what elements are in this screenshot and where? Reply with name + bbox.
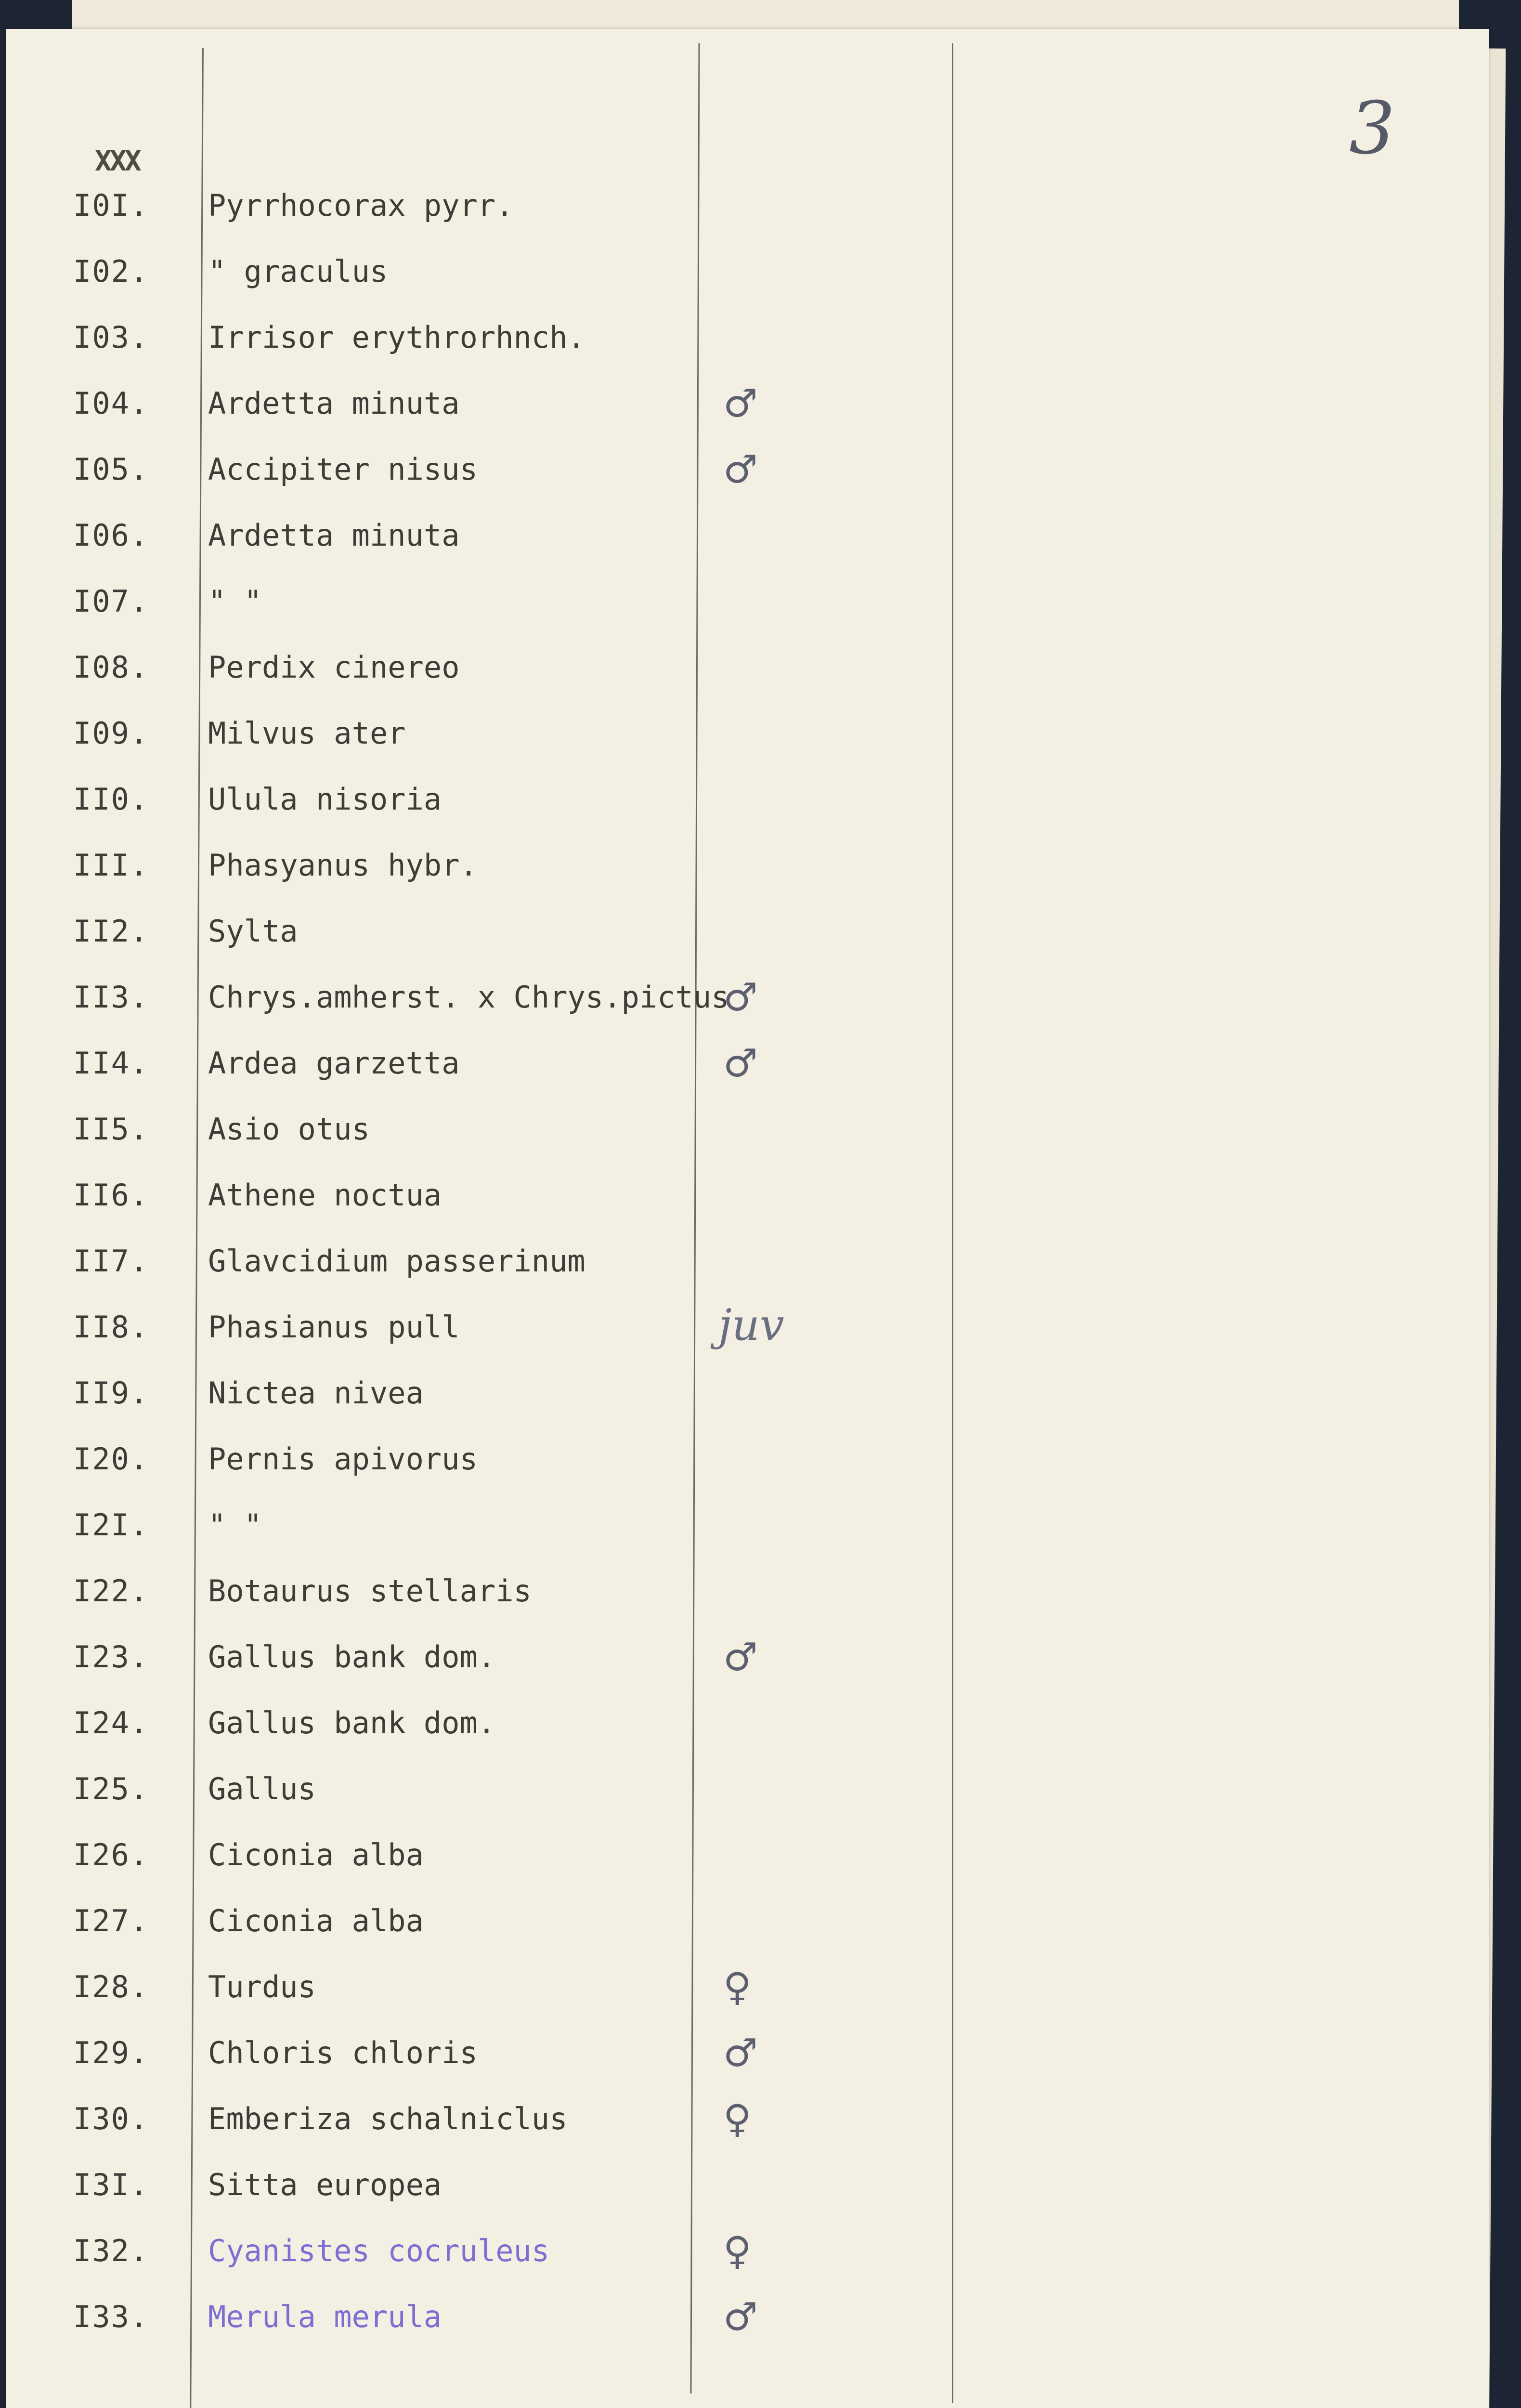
entry-number: I22. [73, 1573, 149, 1609]
species-name: Glavcidium passerinum [208, 1243, 585, 1279]
entry-number: I27. [73, 1903, 149, 1938]
species-name: Turdus [208, 1969, 316, 2004]
entry-number: I02. [73, 254, 149, 289]
entry-number: I28. [73, 1969, 149, 2004]
species-name: Ardetta minuta [208, 386, 460, 421]
entry-number: I07. [73, 584, 149, 619]
species-name: Sylta [208, 914, 298, 949]
species-name: Sitta europea [208, 2167, 442, 2202]
species-name: Ardetta minuta [208, 518, 460, 553]
handwritten-note: juv [718, 1300, 784, 1350]
species-name: Milvus ater [208, 716, 406, 751]
entry-number: I06. [73, 518, 149, 553]
entry-number: II7. [73, 1243, 149, 1279]
ledger-row [6, 1837, 1489, 1895]
ledger-row [6, 254, 1489, 312]
male-symbol-icon: ♂ [723, 381, 758, 426]
species-name: Chloris chloris [208, 2035, 478, 2070]
species-name: Athene noctua [208, 1178, 442, 1213]
ledger-row [6, 584, 1489, 641]
female-symbol-icon: ♀ [723, 2228, 752, 2273]
ledger-row [6, 1300, 1489, 1367]
entry-number: I0I. [73, 188, 149, 223]
entry-number: II5. [73, 1112, 149, 1147]
entry-number: I20. [73, 1441, 149, 1477]
ledger-row [6, 716, 1489, 773]
species-name: Pernis apivorus [208, 1441, 478, 1477]
ledger-row [6, 1705, 1489, 1763]
ledger-row [6, 1041, 1489, 1103]
species-name: Gallus [208, 1771, 316, 1806]
entry-number: I33. [73, 2299, 149, 2334]
ledger-row [6, 1573, 1489, 1631]
species-name: Ciconia alba [208, 1903, 424, 1938]
species-name: Perdix cinereo [208, 650, 460, 685]
ledger-row [6, 1635, 1489, 1697]
ledger-row [6, 848, 1489, 905]
ledger-row [6, 1964, 1489, 2027]
species-name: Accipiter nisus [208, 452, 478, 487]
male-symbol-icon: ♂ [723, 1041, 758, 1086]
species-name: Asio otus [208, 1112, 370, 1147]
ledger-row [6, 782, 1489, 839]
male-symbol-icon: ♂ [723, 447, 758, 492]
entry-number: I23. [73, 1639, 149, 1675]
entry-number: I32. [73, 2233, 149, 2268]
ledger-row [6, 1903, 1489, 1961]
species-name: Emberiza schalniclus [208, 2101, 568, 2136]
entry-number: I2I. [73, 1507, 149, 1543]
ledger-row [6, 914, 1489, 971]
entry-number: I24. [73, 1705, 149, 1741]
ledger-row [6, 650, 1489, 707]
female-symbol-icon: ♀ [723, 2096, 752, 2141]
species-name: Phasyanus hybr. [208, 848, 478, 883]
entry-number: II9. [73, 1375, 149, 1411]
entry-number: I03. [73, 320, 149, 355]
entry-number: III. [73, 848, 149, 883]
male-symbol-icon: ♂ [723, 2294, 758, 2339]
species-name: " " [208, 1507, 262, 1543]
entry-number: I26. [73, 1837, 149, 1872]
ledger-row [6, 1112, 1489, 1169]
ledger-row [6, 1771, 1489, 1829]
entry-number: I08. [73, 650, 149, 685]
species-name: Ulula nisoria [208, 782, 442, 817]
ledger-row [6, 1375, 1489, 1433]
species-name: Chrys.amherst. x Chrys.pictus [208, 980, 729, 1015]
species-name: " graculus [208, 254, 388, 289]
ledger-row [6, 1441, 1489, 1499]
species-name: Nictea nivea [208, 1375, 424, 1411]
species-name: Gallus bank dom. [208, 1705, 496, 1741]
ledger-row [6, 1507, 1489, 1565]
ledger-row [6, 2167, 1489, 2225]
ledger-row [6, 320, 1489, 378]
entry-number: II3. [73, 980, 149, 1015]
entry-number: I29. [73, 2035, 149, 2070]
species-name: Pyrrhocorax pyrr. [208, 188, 514, 223]
ledger-row [6, 2096, 1489, 2159]
entry-number: I09. [73, 716, 149, 751]
ledger-row [6, 188, 1489, 246]
species-name: Botaurus stellaris [208, 1573, 532, 1609]
entry-number: I05. [73, 452, 149, 487]
species-name: Ciconia alba [208, 1837, 424, 1872]
male-symbol-icon: ♂ [723, 1635, 758, 1679]
entry-number: II4. [73, 1046, 149, 1081]
species-name: Ardea garzetta [208, 1046, 460, 1081]
species-name: Phasianus pull [208, 1309, 460, 1345]
entry-number: I04. [73, 386, 149, 421]
male-symbol-icon: ♂ [723, 975, 758, 1020]
species-name: Cyanistes cocruleus [208, 2233, 550, 2268]
ledger-row [6, 447, 1489, 510]
species-name: Merula merula [208, 2299, 442, 2334]
entry-number: II8. [73, 1309, 149, 1345]
entry-number: II0. [73, 782, 149, 817]
entry-number: II2. [73, 914, 149, 949]
page-header-mark: XXX [95, 144, 140, 177]
ledger-row [6, 2030, 1489, 2093]
female-symbol-icon: ♀ [723, 1964, 752, 2009]
ledger-row [6, 975, 1489, 1037]
entry-number: I30. [73, 2101, 149, 2136]
ledger-row [6, 381, 1489, 444]
species-name: Gallus bank dom. [208, 1639, 496, 1675]
ledger-row [6, 1178, 1489, 1235]
species-name: Irrisor erythrorhnch. [208, 320, 585, 355]
ledger-page [6, 29, 1489, 2408]
ledger-row [6, 2294, 1489, 2357]
entry-number: I3I. [73, 2167, 149, 2202]
page-number: 3 [1349, 87, 1395, 170]
ledger-row [6, 2228, 1489, 2291]
ledger-row [6, 518, 1489, 576]
male-symbol-icon: ♂ [723, 2030, 758, 2075]
ledger-row [6, 1243, 1489, 1301]
entry-number: II6. [73, 1178, 149, 1213]
species-name: " " [208, 584, 262, 619]
entry-number: I25. [73, 1771, 149, 1806]
